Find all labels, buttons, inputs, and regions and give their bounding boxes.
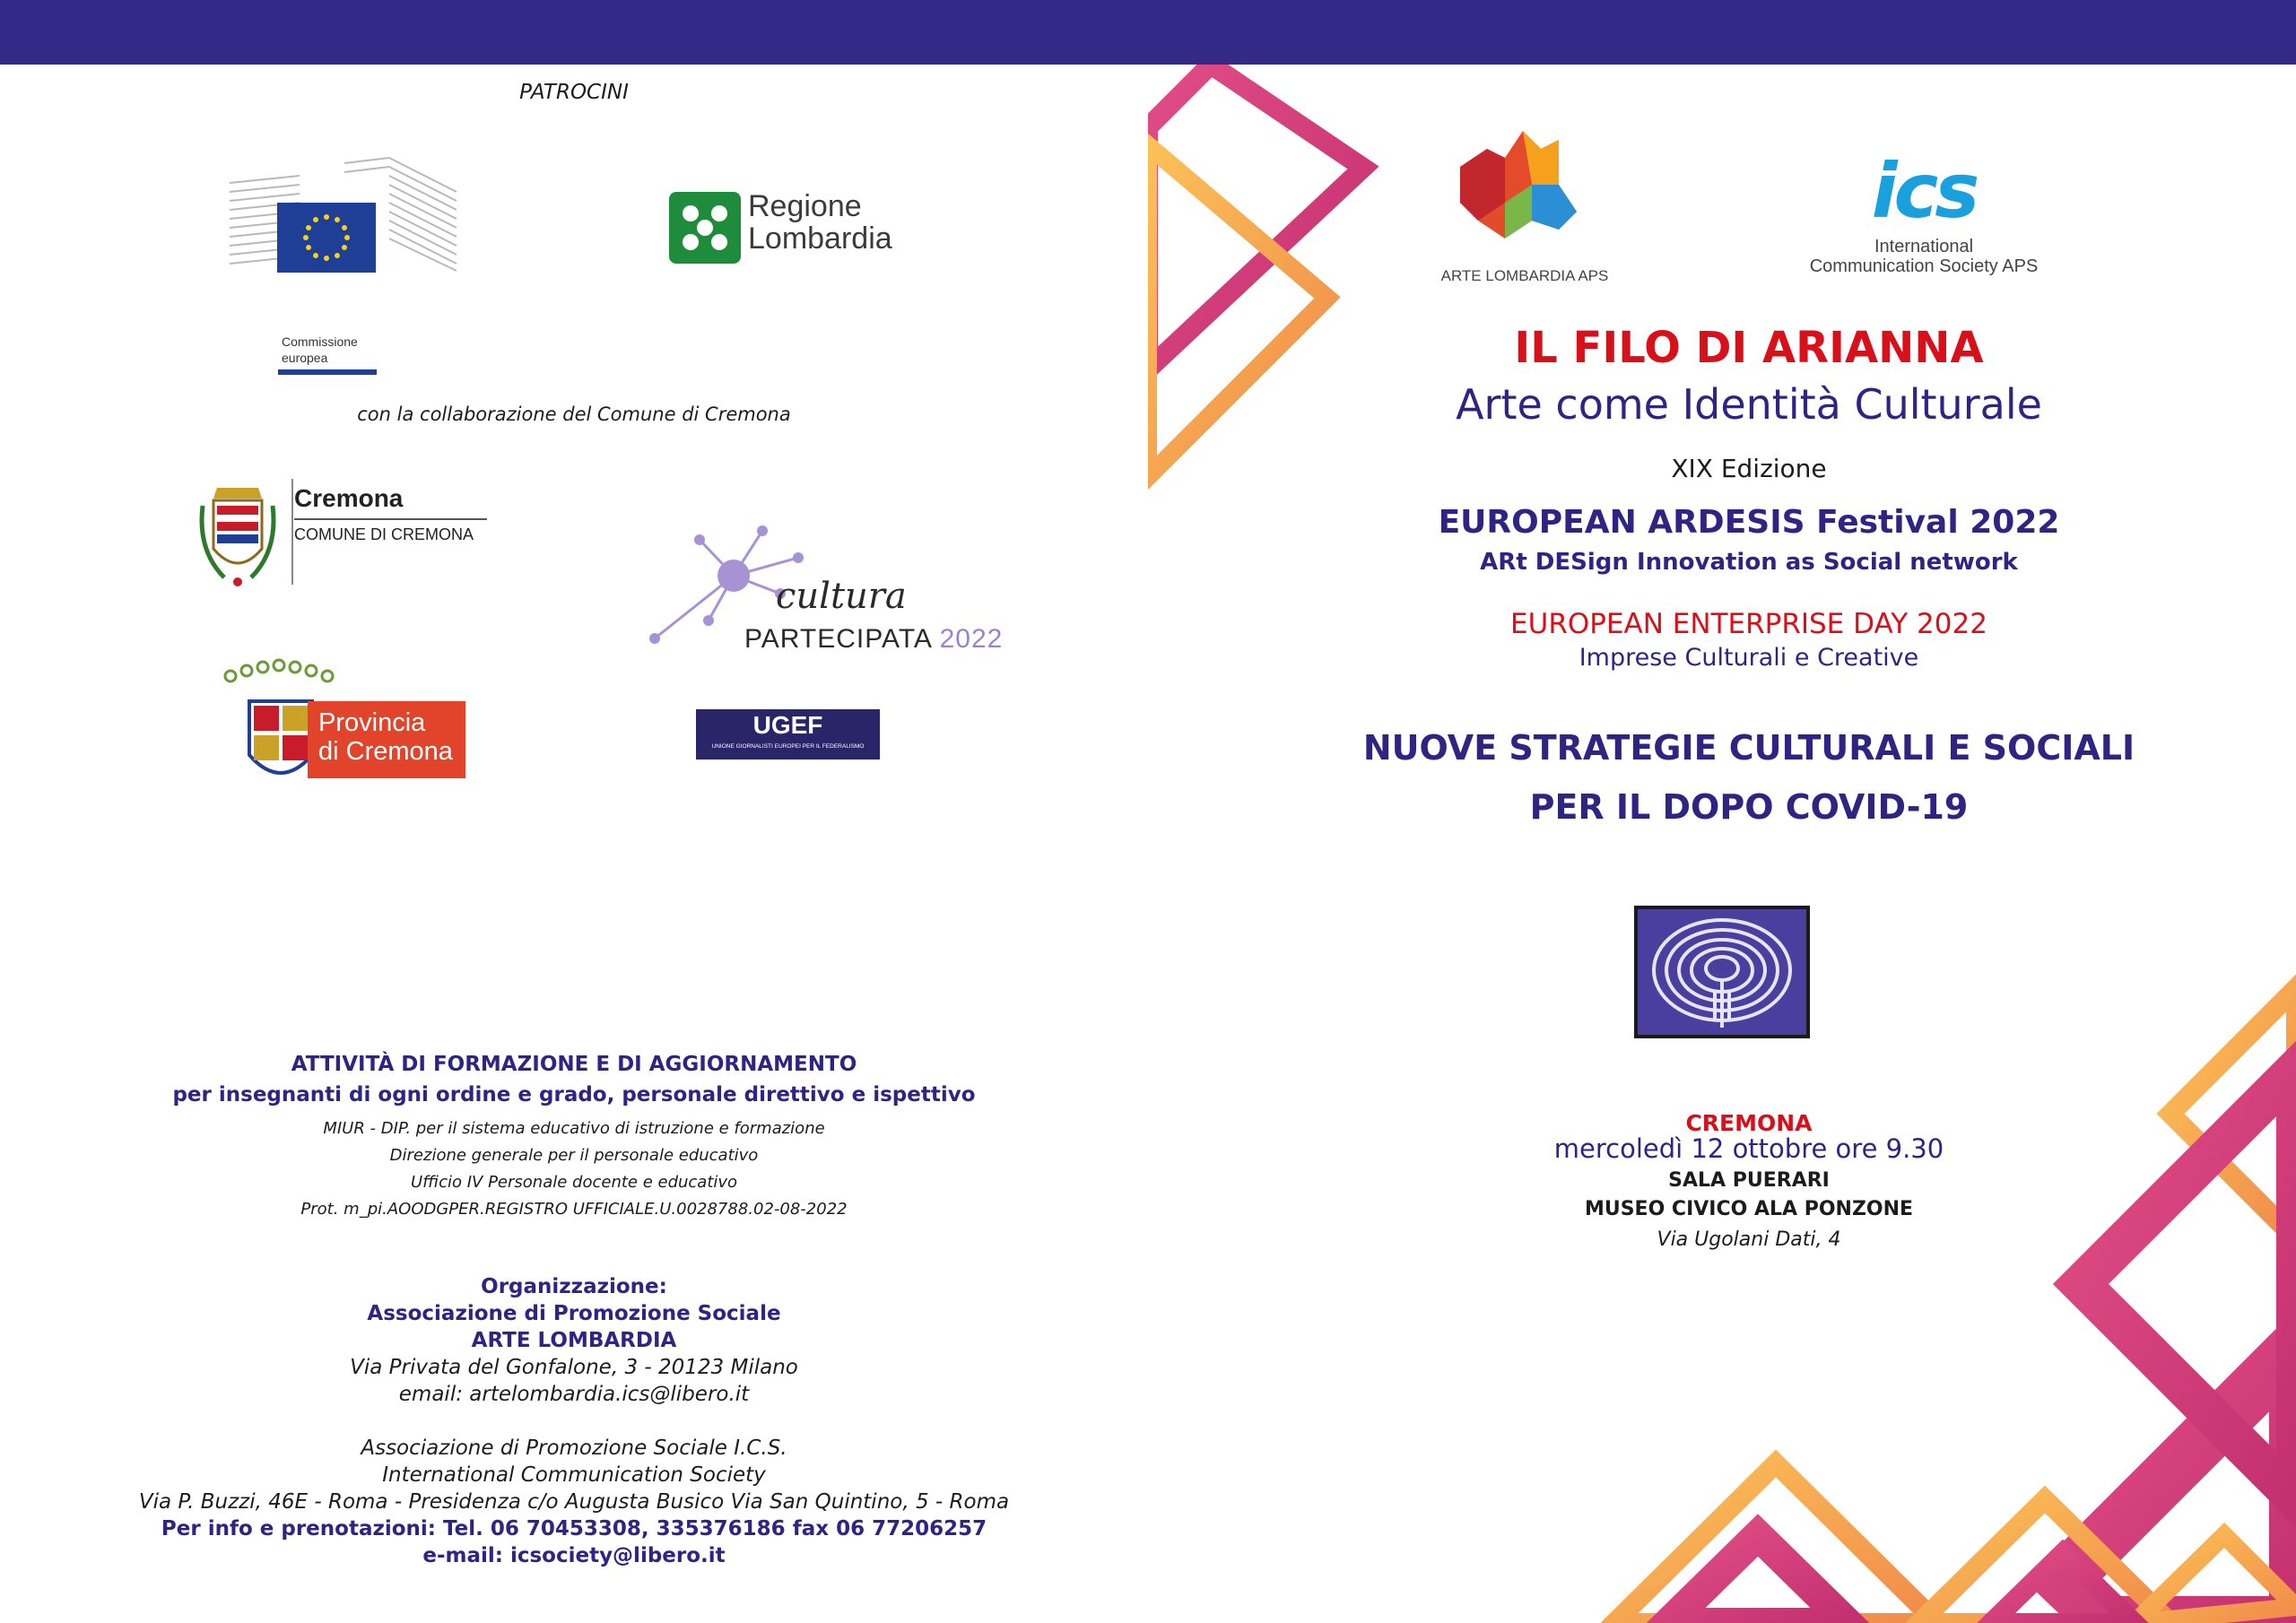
- ics-mark: ics: [1871, 147, 1977, 235]
- event-date: mercoledì 12 ottobre ore 9.30: [1553, 1133, 1944, 1164]
- comune-cremona-logo: [197, 479, 493, 595]
- lombardia-map-icon: [1451, 131, 1595, 246]
- org-address: Via Privata del Gonfalone, 3 - 20123 Milano: [350, 1356, 798, 1379]
- lombardia-line2: Lombardia: [748, 221, 892, 256]
- training-line-3: Ufficio IV Personale docente e educativo: [410, 1173, 738, 1192]
- venue-address: Via Ugolani Dati, 4: [1657, 1228, 1841, 1251]
- provincia-cremona-logo: [220, 656, 471, 845]
- labyrinth-image: [1634, 906, 1810, 1038]
- ugef-title: UGEF: [752, 711, 823, 739]
- org-label: Organizzazione:: [481, 1275, 667, 1298]
- festival-title: EUROPEAN ARDESIS Festival 2022: [1438, 504, 2060, 541]
- cultura-word: cultura: [776, 576, 907, 617]
- ec-line2: europea: [282, 351, 328, 365]
- ec-underline: [278, 369, 377, 375]
- organization-block: [0, 1273, 1148, 1569]
- info-line: Per info e prenotazioni: Tel. 06 70453308, 335376186 fax 06 77206257: [161, 1517, 987, 1541]
- cremona-crest-icon: [197, 479, 278, 591]
- eu-commission-logo: [228, 156, 461, 380]
- ics-address: Via P. Buzzi, 46E - Roma - Presidenza c/o Augusta Busico Via San Quintino, 5 - Roma: [138, 1490, 1010, 1514]
- ics-line1: International: [1874, 237, 1974, 256]
- ugef-subtitle: UNIONE GIORNALISTI EUROPEI PER IL FEDERALISMO: [711, 743, 865, 750]
- venue-museum: MUSEO CIVICO ALA PONZONE: [1584, 1198, 1914, 1220]
- arte-lombardia-label: ARTE LOMBARDIA APS: [1440, 267, 1609, 284]
- training-title: ATTIVITÀ DI FORMAZIONE E DI AGGIORNAMENTO: [291, 1053, 857, 1076]
- regione-lombardia-logo: [669, 190, 929, 271]
- provincia-line2: di Cremona: [318, 737, 453, 766]
- cremona-title: Cremona: [294, 484, 404, 512]
- training-subtitle: per insegnanti di ogni ordine e grado, personale direttivo e ispettivo: [172, 1083, 976, 1107]
- edition: XIX Edizione: [1671, 454, 1827, 483]
- collaboration-note: con la collaborazione del Comune di Cremona: [357, 404, 791, 425]
- org-assoc: Associazione di Promozione Sociale: [367, 1302, 781, 1325]
- venue-city: CREMONA: [1685, 1110, 1813, 1136]
- lombardia-line1: Regione: [748, 189, 862, 223]
- ics-line2: Communication Society APS: [1809, 256, 2039, 276]
- arte-lombardia-logo: [1435, 131, 1614, 292]
- right-panel: [1148, 65, 2296, 1623]
- ics-logo: [1776, 147, 2072, 291]
- event-title: IL FILO DI ARIANNA: [1514, 323, 1984, 373]
- info-email: e-mail: icsociety@libero.it: [422, 1544, 726, 1567]
- olive-branch-icon: [220, 656, 345, 692]
- enterprise-subtitle: Imprese Culturali e Creative: [1578, 644, 1919, 672]
- labyrinth-icon: [1638, 909, 1806, 1035]
- headline-line-1: NUOVE STRATEGIE CULTURALI E SOCIALI: [1362, 728, 2135, 768]
- enterprise-title: EUROPEAN ENTERPRISE DAY 2022: [1510, 608, 1987, 640]
- cremona-subtitle: COMUNE DI CREMONA: [294, 525, 474, 543]
- decorative-diamond-frames: [1148, 65, 2296, 1623]
- ics-name: International Communication Society: [382, 1463, 766, 1487]
- training-line-2: Direzione generale per il personale educativo: [389, 1146, 759, 1165]
- patrocini-heading: PATROCINI: [519, 81, 629, 104]
- headline-line-2: PER IL DOPO COVID-19: [1529, 787, 1969, 827]
- ec-line1: Commissione: [282, 334, 358, 349]
- top-color-bar: [0, 0, 2296, 65]
- cultura-year: 2022: [939, 624, 1004, 654]
- provincia-line1: Provincia: [318, 708, 426, 737]
- ugef-logo: [696, 709, 880, 759]
- left-panel: [0, 65, 1148, 1623]
- venue-room: SALA PUERARI: [1668, 1169, 1830, 1192]
- lombardia-cross-icon: [669, 192, 741, 264]
- training-line-4: Prot. m_pi.AOODGPER.REGISTRO UFFICIALE.U.0028788.02-08-2022: [300, 1200, 848, 1219]
- ics-assoc: Associazione di Promozione Sociale I.C.S.: [361, 1436, 787, 1460]
- event-subtitle: Arte come Identità Culturale: [1456, 380, 2042, 429]
- org-name: ARTE LOMBARDIA: [471, 1329, 677, 1352]
- cultura-line2: PARTECIPATA: [744, 624, 932, 654]
- festival-subtitle: ARt DESign Innovation as Social network: [1480, 549, 2018, 576]
- org-email: email: artelombardia.ics@libero.it: [398, 1383, 750, 1406]
- provincia-crest-icon: [245, 692, 317, 791]
- training-details: [0, 1115, 1148, 1223]
- training-line-1: MIUR - DIP. per il sistema educativo di istruzione e formazione: [323, 1119, 825, 1138]
